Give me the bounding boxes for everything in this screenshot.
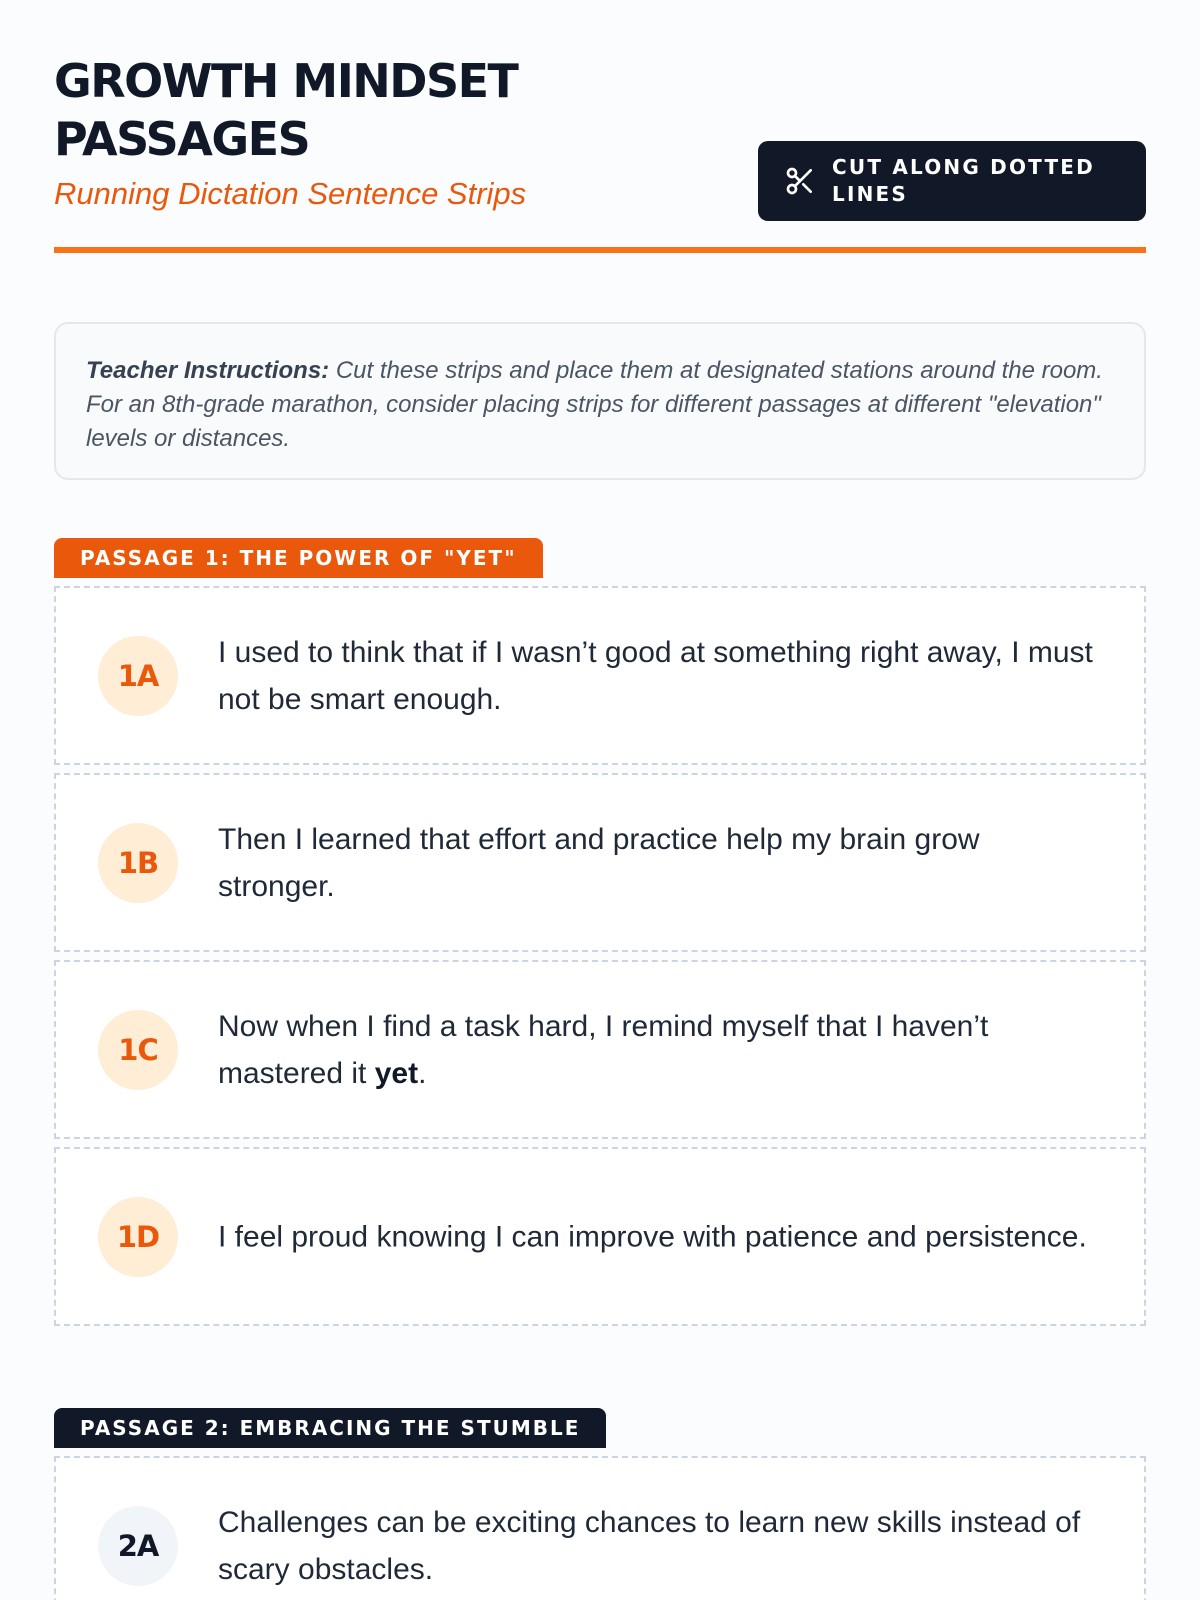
instructions-body: Cut these strips and place them at designated stations around the room. For an 8th-grade marathon, consider placing strips for different passages at different "elevation" levels or distances. bbox=[86, 357, 1103, 452]
strip-code-badge: 1A bbox=[98, 636, 178, 716]
teacher-instructions bbox=[54, 322, 1146, 480]
scissors-icon bbox=[784, 165, 816, 197]
sentence-strip-1d bbox=[54, 1147, 1146, 1326]
page-title: GROWTH MINDSET PASSAGES bbox=[54, 54, 518, 166]
page-subtitle: Running Dictation Sentence Strips bbox=[54, 176, 527, 211]
strip-sentence: I used to think that if I wasn’t good at something right away, I must not be smart enough. bbox=[218, 635, 1093, 716]
strip-code-badge: 2A bbox=[98, 1506, 178, 1586]
passage-2 bbox=[54, 1408, 1146, 1600]
cut-instruction-badge bbox=[758, 141, 1146, 221]
strip-sentence: Then I learned that effort and practice help my brain grow stronger. bbox=[218, 822, 980, 903]
strip-emphasis-word: yet bbox=[374, 1056, 419, 1090]
instructions-lead: Teacher Instructions: bbox=[86, 357, 330, 384]
header bbox=[54, 52, 1146, 252]
strip-code-badge: 1C bbox=[98, 1010, 178, 1090]
sentence-strip-1b bbox=[54, 773, 1146, 952]
strip-code-badge: 1D bbox=[98, 1197, 178, 1277]
passage-2-strips bbox=[54, 1456, 1146, 1600]
strip-code-badge: 1B bbox=[98, 823, 178, 903]
passage-1-strips bbox=[54, 586, 1146, 1326]
passage-2-tag: PASSAGE 2: EMBRACING THE STUMBLE bbox=[54, 1408, 606, 1448]
sentence-strip-1a bbox=[54, 586, 1146, 765]
sentence-strip-1c bbox=[54, 960, 1146, 1139]
strip-sentence-end: . bbox=[418, 1056, 427, 1090]
passage-1 bbox=[54, 538, 1146, 1334]
strip-sentence: I feel proud knowing I can improve with patience and persistence. bbox=[218, 1220, 1087, 1253]
header-divider bbox=[54, 247, 1146, 253]
sentence-strip-2a bbox=[54, 1456, 1146, 1600]
strip-sentence: Challenges can be exciting chances to learn new skills instead of scary obstacles. bbox=[218, 1505, 1081, 1586]
strip-sentence bbox=[218, 1003, 1104, 1097]
strip-sentence-start: Now when I find a task hard, I remind myself that I haven’t mastered it bbox=[218, 1009, 989, 1090]
passage-1-tag: PASSAGE 1: THE POWER OF "YET" bbox=[54, 538, 543, 578]
cut-badge-label: CUT ALONG DOTTED LINES bbox=[832, 155, 1095, 206]
